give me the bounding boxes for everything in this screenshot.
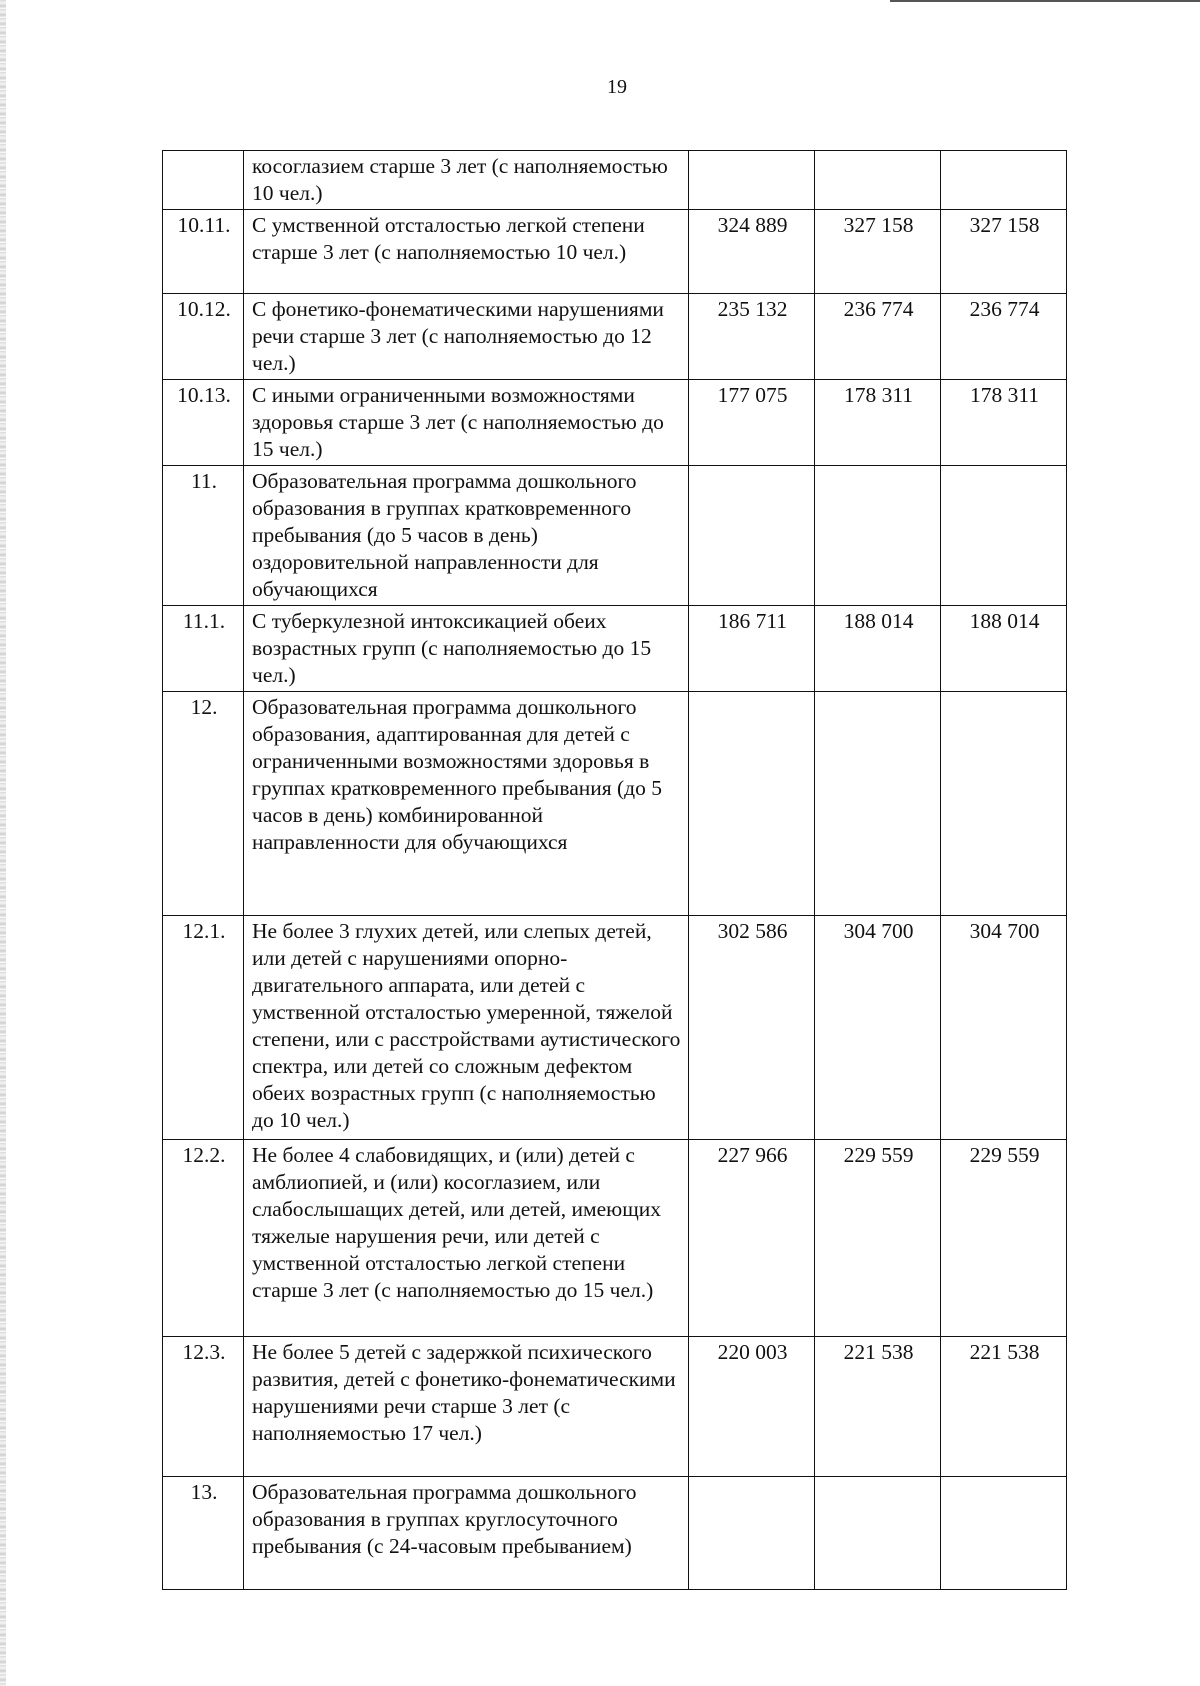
row-description: Образовательная программа дошкольного образования, адаптированная для детей с ограниченными возможностями здоровья в группах кратковременного пребывания (до 5 часов в день) комбинированной направленности для обучающихся: [244, 692, 689, 916]
value-col-2: 188 014: [815, 606, 941, 692]
row-number: 10.11.: [163, 210, 244, 294]
value-col-1: [689, 151, 815, 210]
row-description: Образовательная программа дошкольного образования в группах круглосуточного пребывания (с 24-часовым пребыванием): [244, 1477, 689, 1590]
row-number: 12.1.: [163, 916, 244, 1140]
value-col-3: [941, 466, 1067, 606]
row-number: 12.: [163, 692, 244, 916]
value-col-1: 186 711: [689, 606, 815, 692]
value-col-3: 236 774: [941, 294, 1067, 380]
value-col-2: 236 774: [815, 294, 941, 380]
value-col-1: 324 889: [689, 210, 815, 294]
table-row: [163, 692, 1067, 916]
row-description: Не более 5 детей с задержкой психического развития, детей с фонетико-фонематическими нарушениями речи старше 3 лет (с наполняемостью 17 чел.): [244, 1337, 689, 1477]
row-number: 11.1.: [163, 606, 244, 692]
value-col-3: [941, 1477, 1067, 1590]
row-number: 13.: [163, 1477, 244, 1590]
value-col-2: [815, 1477, 941, 1590]
table-row: [163, 210, 1067, 294]
value-col-3: 178 311: [941, 380, 1067, 466]
table-row: [163, 466, 1067, 606]
value-col-3: 304 700: [941, 916, 1067, 1140]
table-row: [163, 151, 1067, 210]
row-description: С фонетико-фонематическими нарушениями речи старше 3 лет (с наполняемостью до 12 чел.): [244, 294, 689, 380]
row-description: Образовательная программа дошкольного образования в группах кратковременного пребывания (до 5 часов в день) оздоровительной направленности для обучающихся: [244, 466, 689, 606]
row-description: С туберкулезной интоксикацией обеих возрастных групп (с наполняемостью до 15 чел.): [244, 606, 689, 692]
value-col-2: 178 311: [815, 380, 941, 466]
row-number: 12.2.: [163, 1140, 244, 1337]
value-col-2: 229 559: [815, 1140, 941, 1337]
value-col-2: 221 538: [815, 1337, 941, 1477]
row-description: Не более 3 глухих детей, или слепых детей, или детей с нарушениями опорно-двигательного аппарата, или детей с умственной отсталостью умеренной, тяжелой степени, или с расстройствами аутистического спектра, или детей со сложным дефектом обеих возрастных групп (с наполняемостью до 10 чел.): [244, 916, 689, 1140]
value-col-1: 227 966: [689, 1140, 815, 1337]
scan-edge: [0, 0, 6, 1686]
table-row: [163, 294, 1067, 380]
tariff-table: [162, 150, 1067, 1590]
row-description: С умственной отсталостью легкой степени старше 3 лет (с наполняемостью 10 чел.): [244, 210, 689, 294]
table-row: [163, 1140, 1067, 1337]
value-col-2: [815, 692, 941, 916]
value-col-1: [689, 466, 815, 606]
value-col-3: 229 559: [941, 1140, 1067, 1337]
table-row: [163, 1337, 1067, 1477]
table-row: [163, 380, 1067, 466]
table-row: [163, 916, 1067, 1140]
row-number: 11.: [163, 466, 244, 606]
value-col-1: 177 075: [689, 380, 815, 466]
row-description: Не более 4 слабовидящих, и (или) детей с амблиопией, и (или) косоглазием, или слабослышащих детей, или детей, имеющих тяжелые нарушения речи, или детей с умственной отсталостью легкой степени старше 3 лет (с наполняемостью до 15 чел.): [244, 1140, 689, 1337]
value-col-1: 302 586: [689, 916, 815, 1140]
value-col-1: [689, 692, 815, 916]
value-col-2: [815, 151, 941, 210]
value-col-1: 235 132: [689, 294, 815, 380]
row-description: косоглазием старше 3 лет (с наполняемостью 10 чел.): [244, 151, 689, 210]
value-col-1: [689, 1477, 815, 1590]
value-col-3: 221 538: [941, 1337, 1067, 1477]
row-number: 10.12.: [163, 294, 244, 380]
value-col-1: 220 003: [689, 1337, 815, 1477]
row-number: 12.3.: [163, 1337, 244, 1477]
table-row: [163, 1477, 1067, 1590]
row-description: С иными ограниченными возможностями здоровья старше 3 лет (с наполняемостью до 15 чел.): [244, 380, 689, 466]
value-col-2: 327 158: [815, 210, 941, 294]
page-number: 19: [607, 76, 627, 98]
table-row: [163, 606, 1067, 692]
value-col-2: 304 700: [815, 916, 941, 1140]
value-col-3: [941, 692, 1067, 916]
value-col-2: [815, 466, 941, 606]
value-col-3: [941, 151, 1067, 210]
value-col-3: 327 158: [941, 210, 1067, 294]
scan-top-mark: [890, 0, 1200, 2]
value-col-3: 188 014: [941, 606, 1067, 692]
row-number: 10.13.: [163, 380, 244, 466]
row-number: [163, 151, 244, 210]
